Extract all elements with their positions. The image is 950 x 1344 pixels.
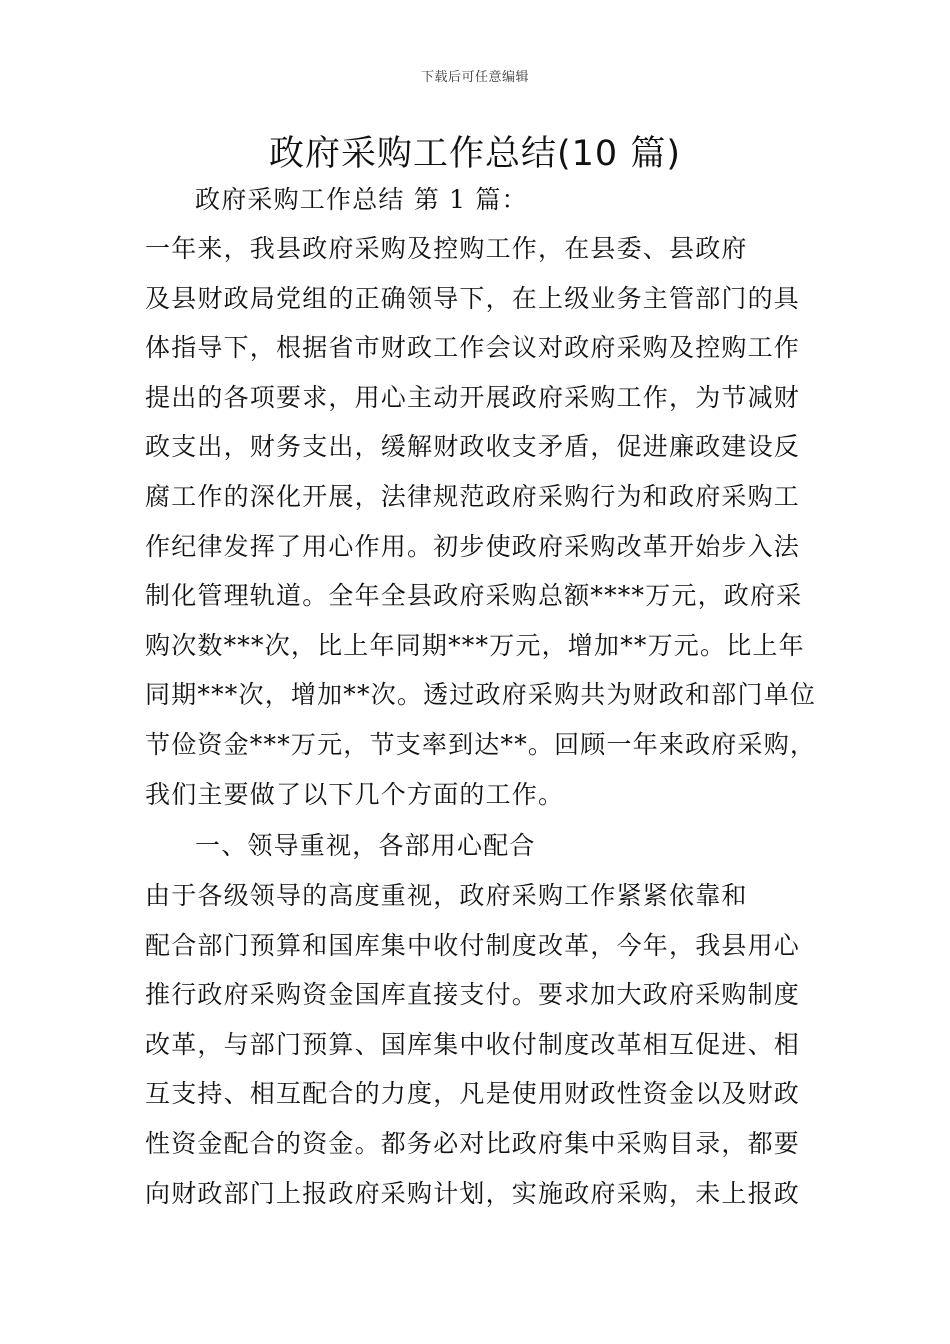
paragraph-line: 政支出，财务支出，缓解财政收支矛盾，促进廉政建设反 [145,432,801,462]
paragraph-line: 购次数***次，比上年同期***万元，增加**万元。比上年 [145,630,805,660]
section-heading-1: 一、领导重视，各部用心配合 [195,831,536,860]
paragraph-line: 向财政部门上报政府采购计划，实施政府采购，未上报政 [145,1178,801,1208]
paragraph-line: 改革，与部门预算、国库集中收付制度改革相互促进、相 [145,1029,801,1059]
paragraph-line: 性资金配合的资金。都务必对比政府集中采购目录，都要 [145,1128,801,1158]
paragraph-line: 由于各级领导的高度重视，政府采购工作紧紧依靠和 [145,881,748,910]
paragraph-line: 一年来，我县政府采购及控购工作，在县委、县政府 [145,234,748,263]
paragraph-line: 腐工作的深化开展，法律规范政府采购行为和政府采购工 [145,481,801,511]
paragraph-line: 制化管理轨道。全年全县政府采购总额****万元，政府采 [145,581,803,611]
paragraph-line: 同期***次，增加**次。透过政府采购共为财政和部门单位 [145,680,817,710]
section-label: 政府采购工作总结 第 1 篇： [195,185,528,214]
paragraph-2 [145,871,813,1218]
paragraph-line: 配合部门预算和国库集中收付制度改革，今年，我县用心 [145,930,801,960]
paragraph-line: 及县财政局党组的正确领导下，在上级业务主管部门的具 [145,283,801,313]
paragraph-line: 互支持、相互配合的力度，凡是使用财政性资金以及财政 [145,1079,801,1109]
paragraph-line: 作纪律发挥了用心作用。初步使政府采购改革开始步入法 [145,531,801,561]
document-title: 政府采购工作总结(10 篇) [269,134,681,174]
paragraph-line: 提出的各项要求，用心主动开展政府采购工作，为节减财 [145,382,801,412]
paragraph-line: 体指导下，根据省市财政工作会议对政府采购及控购工作 [145,333,801,363]
paragraph-1 [145,224,817,819]
header-note: 下载后可任意编辑 [420,70,529,85]
paragraph-line: 推行政府采购资金国库直接支付。要求加大政府采购制度 [145,980,801,1010]
paragraph-line: 我们主要做了以下几个方面的工作。 [145,779,565,809]
paragraph-line: 节俭资金***万元，节支率到达**。回顾一年来政府采购， [145,729,817,759]
